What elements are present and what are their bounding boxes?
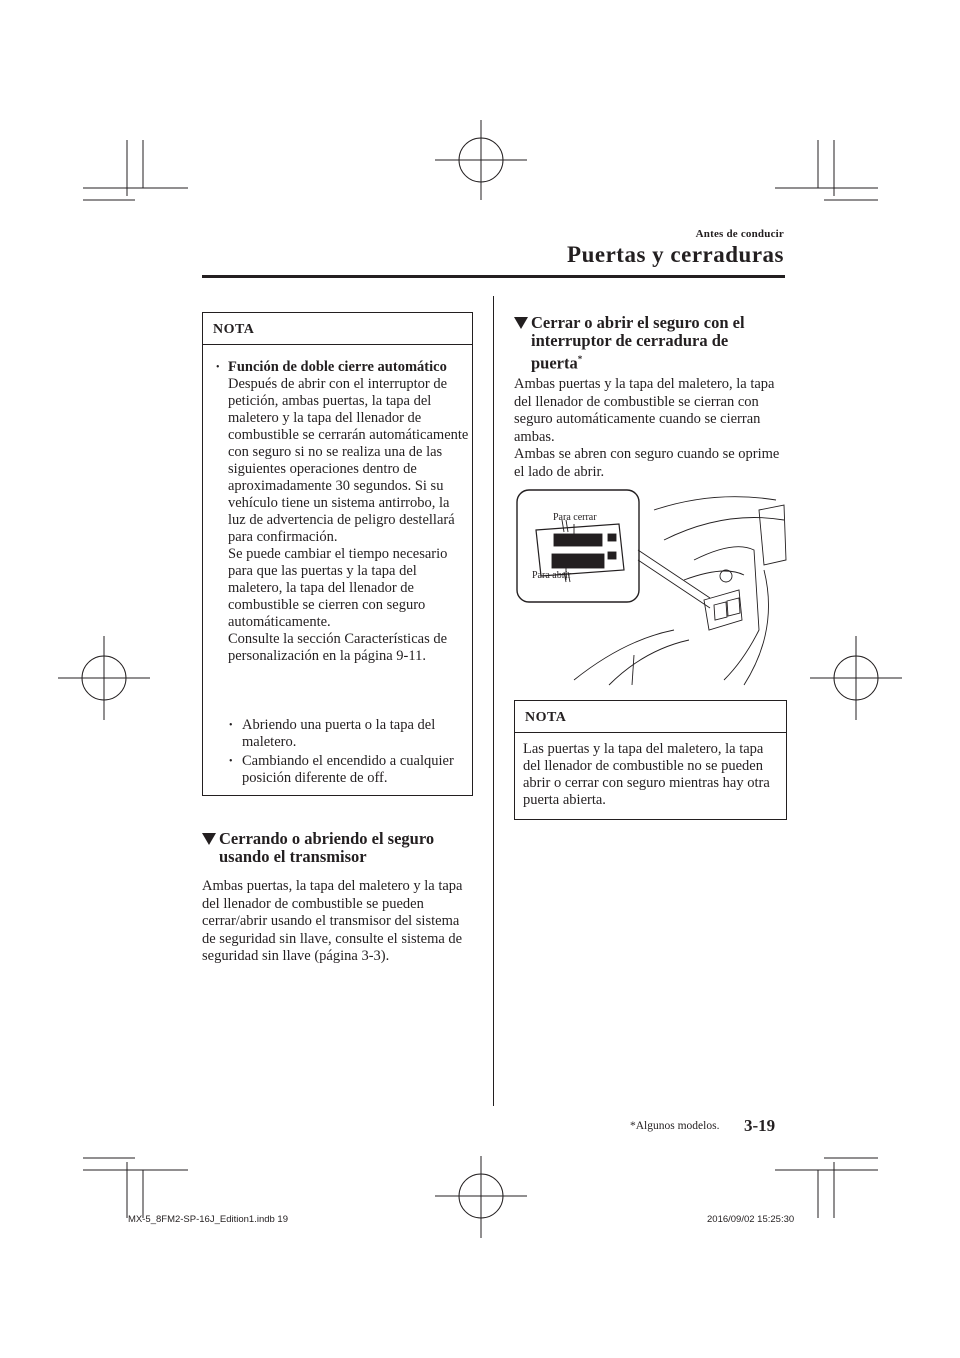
column-divider: [493, 296, 494, 1106]
paragraph-1: Ambas puertas y la tapa del maletero, la tapa del llenador de combustible se cierran con seguro automáticamente cuando se cierran ambas.: [514, 376, 775, 445]
bullet-body: Después de abrir con el interruptor de petición, ambas puertas, la tapa del maletero y la tapa del llenador de combustible se cerrarán automáticamente con seguro si no se realiza una de las siguientes operaciones dentro de aproximadamente 30 segundos. Si su vehículo tiene un sistema antirrobo, la luz de advertencia de peligro destellará para confirmación.: [228, 376, 469, 545]
imprint-date: 2016/09/02 15:25:30: [707, 1214, 795, 1225]
footnote: *Algunos modelos.: [630, 1120, 720, 1132]
section-title: Puertas y cerraduras: [567, 242, 784, 267]
nota-sub-list: [225, 717, 471, 789]
chapter-label: Antes de conducir: [695, 228, 784, 240]
asterisk-mark: *: [577, 354, 583, 364]
nota-title: NOTA: [515, 701, 786, 733]
bullet-dot: •: [216, 362, 220, 373]
page-number: 3-19: [744, 1116, 776, 1135]
list-item: • Cambiando el encendido a cualquier posición diferente de off.: [225, 753, 471, 787]
section-heading-transmitter: [202, 830, 472, 866]
heading-text: Cerrando o abriendo el seguro usando el transmisor: [219, 829, 435, 866]
imprint-file: MX-5_8FM2-SP-16J_Edition1.indb 19: [128, 1214, 289, 1225]
header-rule: [202, 275, 785, 278]
transmitter-paragraph: Ambas puertas, la tapa del maletero y la tapa del llenador de combustible se pueden cerrar/abrir usando el transmisor del sistema de seguridad sin llave, consulte el sistema de seguridad sin llave (página 3-3).: [202, 878, 463, 964]
heading-text: Cerrar o abrir el seguro con el interruptor de cerradura de puerta: [531, 313, 745, 373]
paragraph-2: Ambas se abren con seguro cuando se oprime el lado de abrir.: [514, 446, 780, 480]
label-para-abrir: Para abrir: [532, 570, 572, 581]
triangle-icon: [202, 833, 216, 845]
nota-title: NOTA: [203, 313, 472, 345]
nota-box-right: [514, 700, 787, 820]
bullet-heading: Función de doble cierre automático: [228, 359, 447, 375]
nota-bullet: [214, 359, 470, 665]
bullet-body-3: Consulte la sección Características de personalización en la página 9-11.: [228, 631, 448, 664]
nota-box-left: [202, 312, 473, 796]
door-switch-paragraph: [514, 376, 787, 481]
triangle-icon: [514, 317, 528, 329]
nota-body: Las puertas y la tapa del maletero, la tapa del llenador de combustible no se pueden abrir o cerrar con seguro mientras hay otra puerta abierta.: [523, 741, 770, 808]
door-lock-switch-figure: [514, 480, 788, 690]
label-para-cerrar: Para cerrar: [553, 512, 597, 523]
section-heading-door-switch: [514, 314, 764, 373]
list-item: • Abriendo una puerta o la tapa del maletero.: [225, 717, 471, 751]
bullet-body-2: Se puede cambiar el tiempo necesario para que las puertas y la tapa del maletero, la tapa del llenador de combustible se cierren con seguro automáticamente.: [228, 546, 448, 630]
